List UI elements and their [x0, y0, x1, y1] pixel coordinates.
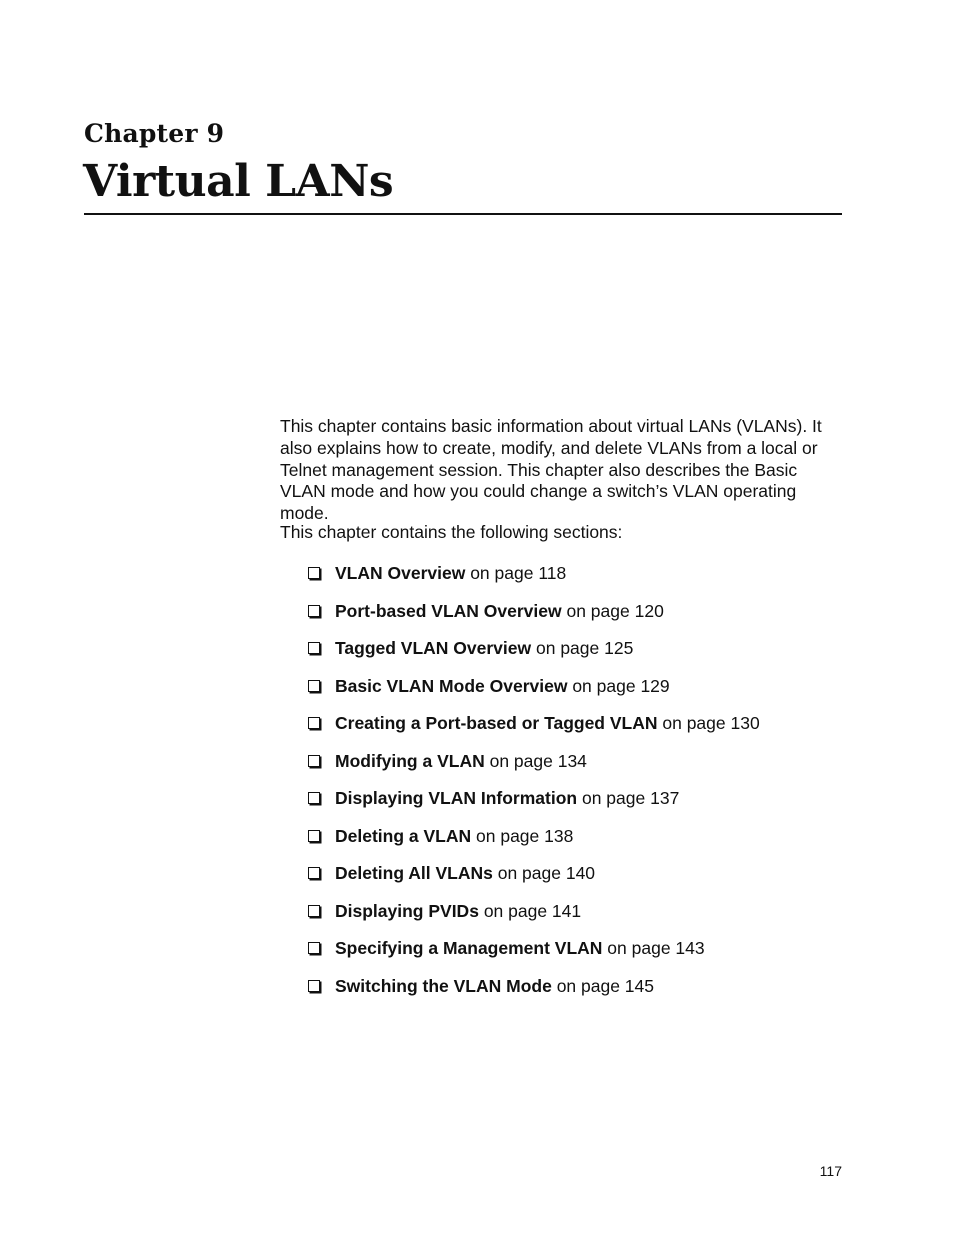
section-page-ref: on page 130: [662, 713, 760, 733]
checkbox-bullet-icon: [308, 830, 320, 842]
section-list-item[interactable]: [308, 825, 760, 863]
page-number: 117: [819, 1163, 842, 1179]
section-page-ref: on page 138: [476, 825, 574, 846]
section-link[interactable]: Switching the VLAN Mode: [335, 975, 552, 996]
checkbox-bullet-icon: [308, 755, 320, 767]
section-list-item[interactable]: [308, 600, 760, 638]
chapter-label: Chapter 9: [84, 119, 225, 148]
section-list-item[interactable]: [308, 675, 760, 713]
section-link[interactable]: VLAN Overview: [335, 563, 466, 583]
checkbox-bullet-icon: [308, 717, 320, 729]
section-list-item[interactable]: [308, 787, 760, 825]
section-page-ref: on page 141: [483, 900, 582, 921]
section-page-ref: on page 129: [572, 675, 670, 696]
section-page-ref: on page 134: [489, 750, 587, 771]
section-list-item[interactable]: [308, 862, 760, 900]
section-list-item[interactable]: [308, 562, 760, 600]
checkbox-bullet-icon: [308, 905, 320, 917]
section-link[interactable]: Specifying a Management VLAN: [335, 938, 603, 958]
section-page-ref: on page 125: [536, 638, 634, 658]
checkbox-bullet-icon: [308, 642, 320, 654]
section-page-ref: on page 120: [566, 600, 664, 621]
section-link[interactable]: Creating a Port-based or Tagged VLAN: [335, 713, 658, 733]
checkbox-bullet-icon: [308, 942, 320, 954]
checkbox-bullet-icon: [308, 605, 320, 617]
section-list-item[interactable]: [308, 900, 760, 938]
section-list-item[interactable]: [308, 975, 760, 1013]
section-list-item[interactable]: [308, 712, 760, 750]
intro-paragraph: This chapter contains basic information about virtual LANs (VLANs). It also explains how to create, modify, and delete VLANs from a local or Telnet management session. This chapter also describes the Basic VLAN mode and how you could change a switch’s VLAN operating mode.: [280, 416, 822, 524]
section-list-item[interactable]: [308, 937, 760, 975]
section-page-ref: on page 137: [581, 788, 680, 808]
section-list-item[interactable]: [308, 637, 760, 675]
section-link[interactable]: Displaying VLAN Information: [335, 788, 578, 808]
section-link[interactable]: Modifying a VLAN: [335, 750, 485, 771]
section-link[interactable]: Deleting a VLAN: [335, 825, 472, 846]
checkbox-bullet-icon: [308, 680, 320, 692]
checkbox-bullet-icon: [308, 792, 320, 804]
checkbox-bullet-icon: [308, 867, 320, 879]
section-link[interactable]: Basic VLAN Mode Overview: [335, 675, 568, 696]
section-page-ref: on page 140: [497, 863, 596, 883]
section-link[interactable]: Deleting All VLANs: [335, 863, 493, 883]
sections-intro-paragraph: This chapter contains the following sections:: [280, 522, 623, 542]
section-list: [308, 562, 760, 1012]
section-page-ref: on page 118: [470, 563, 567, 583]
section-link[interactable]: Displaying PVIDs: [335, 900, 479, 921]
chapter-title: Virtual LANs: [83, 156, 394, 207]
checkbox-bullet-icon: [308, 567, 320, 579]
section-link[interactable]: Tagged VLAN Overview: [335, 638, 532, 658]
title-rule: [84, 213, 842, 215]
section-page-ref: on page 143: [607, 938, 705, 958]
checkbox-bullet-icon: [308, 980, 320, 992]
section-list-item[interactable]: [308, 750, 760, 788]
section-page-ref: on page 145: [556, 975, 655, 996]
section-link[interactable]: Port-based VLAN Overview: [335, 600, 562, 621]
